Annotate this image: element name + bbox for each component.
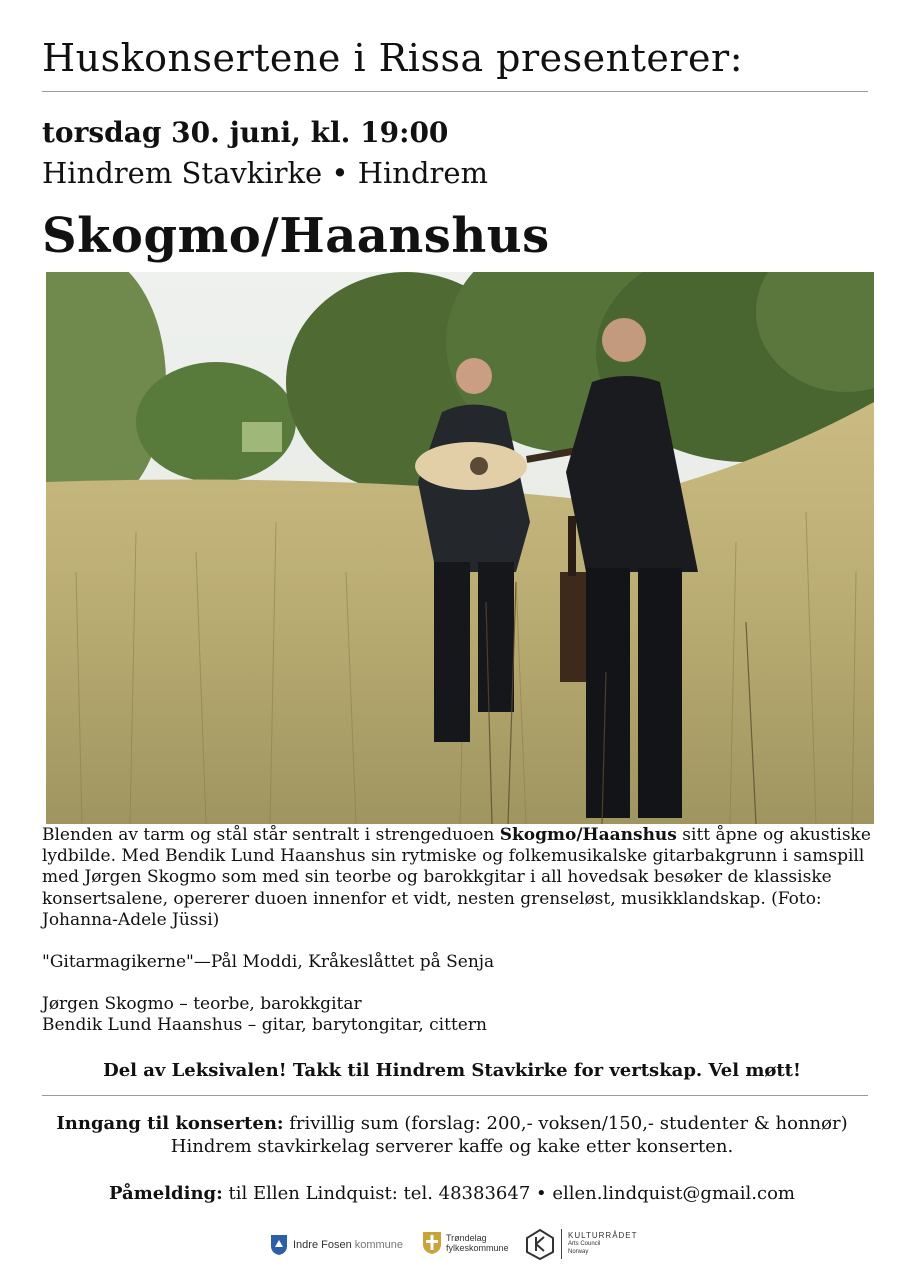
entry-text: frivillig sum (forslag: 200,- voksen/150,- studenter & honnør)	[283, 1113, 848, 1134]
kulturradet-icon	[525, 1228, 555, 1260]
trondelag-sub: fylkeskommune	[446, 1243, 509, 1253]
description-bold-name: Skogmo/Haanshus	[499, 825, 677, 845]
indre-fosen-name: Indre Fosen	[293, 1239, 352, 1251]
press-quote: "Gitarmagikerne"—Pål Moddi, Kråkeslåttet på Senja	[42, 952, 495, 973]
crest-icon	[422, 1231, 442, 1255]
kulturradet-sub2: Norway	[568, 1249, 589, 1255]
description-block	[42, 825, 872, 1037]
signup-text: til Ellen Lindquist: tel. 48383647 • ellen.lindquist@gmail.com	[222, 1183, 795, 1204]
trondelag-name: Trøndelag	[446, 1233, 487, 1243]
description-text-start: Blenden av tarm og stål står sentralt i strengeduoen	[42, 825, 500, 845]
entry-info	[0, 1112, 904, 1158]
divider-top	[42, 91, 868, 92]
event-title: Skogmo/Haanshus	[42, 208, 550, 264]
trondelag-logo	[422, 1231, 509, 1255]
sponsor-logos	[270, 1226, 650, 1262]
indre-fosen-kommune: kommune	[354, 1239, 403, 1251]
indre-fosen-logo	[270, 1234, 403, 1256]
entry-line-2: Hindrem stavkirkelag serverer kaffe og kake etter konserten.	[170, 1136, 734, 1157]
kulturradet-logo	[525, 1228, 638, 1260]
kulturradet-sub1: Arts Council	[568, 1241, 601, 1247]
entry-line-1	[0, 1112, 904, 1135]
event-date: torsdag 30. juni, kl. 19:00	[42, 116, 449, 149]
signup-label: Påmelding:	[109, 1183, 223, 1204]
musician-line-1: Jørgen Skogmo – teorbe, barokkgitar	[42, 994, 362, 1015]
poster-header: Huskonsertene i Rissa presenterer:	[42, 36, 743, 80]
thanks-line: Del av Leksivalen! Takk til Hindrem Stavkirke for vertskap. Vel møtt!	[103, 1060, 801, 1081]
kulturradet-name: KULTURRÅDET	[568, 1231, 638, 1240]
divider-bottom	[42, 1095, 868, 1096]
entry-label: Inngang til konserten:	[56, 1113, 284, 1134]
description-paragraph	[42, 825, 872, 931]
signup-info	[0, 1183, 904, 1204]
event-venue: Hindrem Stavkirke • Hindrem	[42, 156, 489, 190]
musician-line-2: Bendik Lund Haanshus – gitar, barytongitar, cittern	[42, 1015, 487, 1036]
shield-icon	[270, 1234, 288, 1256]
description-text-end: sitt åpne og akustiske lydbilde. Med Bendik Lund Haanshus sin rytmiske og folkemusikalske gitarbakgrunn i samspill med Jørgen Skogmo som med sin teorbe og barokkgitar i all hovedsak besøker de klassiske konsertsalene, opererer duoen innenfor et vidt, nesten grenseløst, musikklandskap. (Foto: Johanna-Adele Jüssi)	[42, 825, 871, 930]
musicians-photo	[46, 272, 874, 824]
